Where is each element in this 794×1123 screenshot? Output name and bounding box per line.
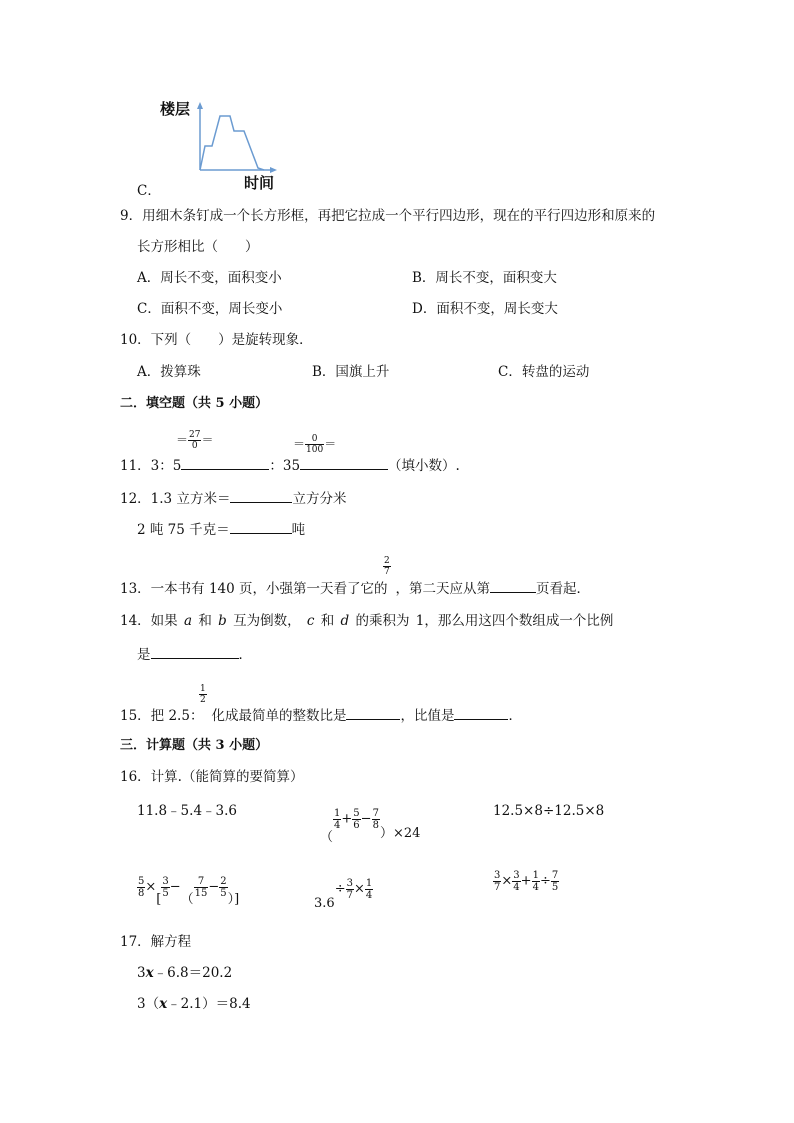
- q16-e5-op2: ×: [353, 881, 365, 897]
- q15-blank1[interactable]: [346, 705, 400, 720]
- q11-part3: （填小数）.: [388, 458, 460, 474]
- q11-part1: 11．3：5: [120, 458, 182, 474]
- q14-b: 和: [198, 613, 212, 629]
- q14-var-a: a: [183, 613, 193, 629]
- q16-expr6: [493, 870, 559, 893]
- q12-line1: [120, 488, 346, 508]
- q11-eq1: ＝: [176, 433, 189, 447]
- q13-part-b: ，第二天应从第: [395, 581, 491, 597]
- q14-var-b: b: [218, 613, 227, 629]
- q11-frac1-num: 27: [189, 430, 201, 440]
- q16-e2-f3d: 8: [372, 820, 379, 831]
- q15-frac-num: 1: [200, 684, 206, 694]
- q10-option-b: B．国旗上升: [312, 364, 390, 380]
- q16-e4-op3: −: [208, 879, 220, 895]
- q11-blank2[interactable]: [300, 455, 388, 470]
- q16-e2-f2d: 6: [353, 820, 360, 831]
- q17-eq1-var: x: [145, 965, 154, 981]
- q16-e2-f1n: 1: [334, 808, 341, 819]
- q16-e2-f3n: 7: [372, 808, 379, 819]
- q16-e6-f1d: 7: [494, 882, 501, 893]
- q16-e5-pre: 3.6: [314, 896, 335, 911]
- q17-eq2: [137, 995, 251, 1013]
- q14-line2: [137, 644, 252, 664]
- q16-expr3: 12.5×8÷12.5×8: [493, 803, 605, 819]
- q16-e2-op2: −: [360, 811, 372, 827]
- q13-blank[interactable]: [490, 578, 536, 593]
- q13-frac: [383, 556, 391, 578]
- q16-stem: 16．计算.（能简算的要简算）: [120, 769, 304, 785]
- option-c-label: C．: [137, 183, 161, 199]
- q10-option-c: C．转盘的运动: [498, 364, 590, 380]
- q15-a: 15．把 2.5：: [120, 708, 204, 724]
- y-axis-arrow: [197, 102, 203, 109]
- q12-blank2[interactable]: [230, 519, 292, 534]
- q16-e4-f2n: 3: [162, 876, 169, 887]
- q16-e2-close: ）×24: [379, 826, 421, 841]
- q16-expr2: [320, 808, 421, 845]
- q16-e4-f4n: 2: [220, 876, 227, 887]
- q16-e6-op3: ÷: [539, 873, 551, 889]
- q17-eq1: [137, 964, 232, 982]
- graph-ylabel: 楼层: [160, 100, 191, 118]
- q16-e5-f2n: 1: [365, 878, 373, 889]
- q13-line: [120, 578, 590, 598]
- q15-frac: [199, 684, 207, 706]
- q11-upper2: [293, 434, 336, 455]
- q17-stem: 17．解方程: [120, 934, 192, 950]
- q13-frac-num: 2: [384, 556, 390, 566]
- q9-option-a: A．周长不变，面积变小: [137, 270, 282, 286]
- q16-e4-f1d: 8: [138, 888, 145, 899]
- q17-eq2-a: 3（: [137, 996, 160, 1012]
- q15-c: ，比值是: [400, 708, 455, 724]
- q11-upper: [176, 430, 213, 451]
- q9-option-d: D．面积不变，周长变大: [412, 301, 558, 317]
- q16-e6-f4n: 7: [551, 870, 559, 881]
- q16-e6-f2d: 4: [513, 882, 520, 893]
- q14-var-c: c: [306, 613, 315, 629]
- q14-blank[interactable]: [151, 644, 239, 659]
- q16-e2-op1: +: [341, 811, 353, 827]
- q11-part2: ：35: [269, 458, 301, 474]
- q16-e4-op2: −: [169, 879, 181, 895]
- q14-l2end: ．: [238, 647, 252, 663]
- section-fill-in-title: 二．填空题（共 5 小题）: [120, 396, 269, 411]
- q11-frac2-num: 0: [305, 434, 324, 445]
- q12-line2-b: 吨: [291, 522, 306, 538]
- q15-frac-den: 2: [200, 695, 206, 705]
- q14-e: 的乘积为 1，那么用这四个数组成一个比例: [355, 613, 614, 629]
- q16-expr5: [314, 878, 373, 911]
- q16-e5-f1n: 3: [346, 878, 353, 889]
- q16-e4-f1n: 5: [138, 876, 145, 887]
- q16-e6-f3d: 4: [532, 882, 539, 893]
- q14-d: 和: [320, 613, 335, 629]
- q14-a: 14．如果: [120, 613, 178, 629]
- q11-eq4: ＝: [324, 437, 337, 451]
- q17-eq2-var: x: [159, 996, 168, 1012]
- q16-e2-f1d: 4: [334, 820, 341, 831]
- q13-part-c: 页看起．: [536, 581, 591, 597]
- q12-blank1[interactable]: [230, 488, 292, 503]
- q15-line: [120, 705, 522, 725]
- q14-l2: 是: [137, 647, 151, 663]
- q16-e5-f1d: 7: [346, 890, 353, 901]
- q16-e4-f2d: 5: [162, 888, 169, 899]
- q14-var-d: d: [340, 613, 350, 629]
- q16-e6-f3n: 1: [532, 870, 539, 881]
- section-calc-title: 三．计算题（共 3 小题）: [120, 738, 269, 753]
- q17-eq2-b: ﹣2.1）＝8.4: [167, 996, 251, 1012]
- q15-b: 化成最简单的整数比是: [211, 708, 347, 724]
- q13-frac-den: 7: [384, 567, 390, 577]
- q17-eq1-a: 3: [137, 965, 146, 981]
- q16-e4-op1: ×: [145, 879, 157, 895]
- q9-option-b: B．周长不变，面积变大: [412, 270, 557, 286]
- q16-e6-op2: +: [520, 873, 532, 889]
- q12-line2: [137, 519, 305, 539]
- q11-frac2-den: 100: [306, 445, 324, 455]
- q12-line2-a: 2 吨 75 千克＝: [137, 522, 230, 538]
- q14-c: 互为倒数，: [233, 613, 301, 629]
- q15-d: ．: [508, 708, 522, 724]
- q11-blank1[interactable]: [181, 455, 269, 470]
- q16-e6-f2n: 3: [513, 870, 520, 881]
- q10-stem: 10．下列（ ）是旋转现象．: [120, 332, 313, 348]
- q9-option-c: C．面积不变，周长变小: [137, 301, 283, 317]
- q11-line: [120, 455, 460, 475]
- q9-line1: 9．用细木条钉成一个长方形框，再把它拉成一个平行四边形，现在的平行四边形和原来的: [120, 208, 656, 224]
- q16-e4-f3d: 15: [194, 888, 208, 899]
- q12-line1-a: 12．1.3 立方米＝: [120, 491, 231, 507]
- graph-xlabel: 时间: [244, 174, 275, 192]
- q17-eq1-b: ﹣6.8＝20.2: [153, 965, 233, 981]
- q16-e6-f1n: 3: [494, 870, 501, 881]
- q16-e6-op1: ×: [501, 873, 513, 889]
- q16-e4-f3n: 7: [194, 876, 209, 888]
- q16-expr1: 11.8﹣5.4﹣3.6: [137, 803, 237, 819]
- q10-option-a: A．拨算珠: [137, 364, 201, 380]
- q16-e4-close: ）]: [227, 892, 240, 907]
- q15-blank2[interactable]: [454, 705, 508, 720]
- q16-e6-f4d: 5: [551, 882, 559, 893]
- q16-e4-bracket: [: [156, 892, 162, 907]
- option-c-graph: [158, 96, 288, 192]
- q12-line1-b: 立方分米: [292, 491, 347, 507]
- q16-e2-open: （: [320, 830, 334, 845]
- q11-eq3: ＝: [293, 437, 306, 451]
- q16-e5-op1: ÷: [334, 881, 346, 897]
- q11-eq2: ＝: [201, 433, 214, 447]
- floor-line: [200, 116, 264, 170]
- q16-e4-f4d: 5: [220, 888, 227, 899]
- q13-part-a: 13．一本书有 140 页，小强第一天看了它的: [120, 581, 388, 597]
- q11-frac1-den: 0: [191, 441, 198, 451]
- q16-e4-open: （: [180, 892, 194, 907]
- q9-line2: 长方形相比（ ）: [137, 239, 259, 255]
- q16-expr4: [137, 876, 240, 907]
- q16-e2-f2n: 5: [353, 808, 360, 819]
- q16-e5-f2d: 4: [365, 890, 373, 901]
- q14-line1: [120, 612, 613, 630]
